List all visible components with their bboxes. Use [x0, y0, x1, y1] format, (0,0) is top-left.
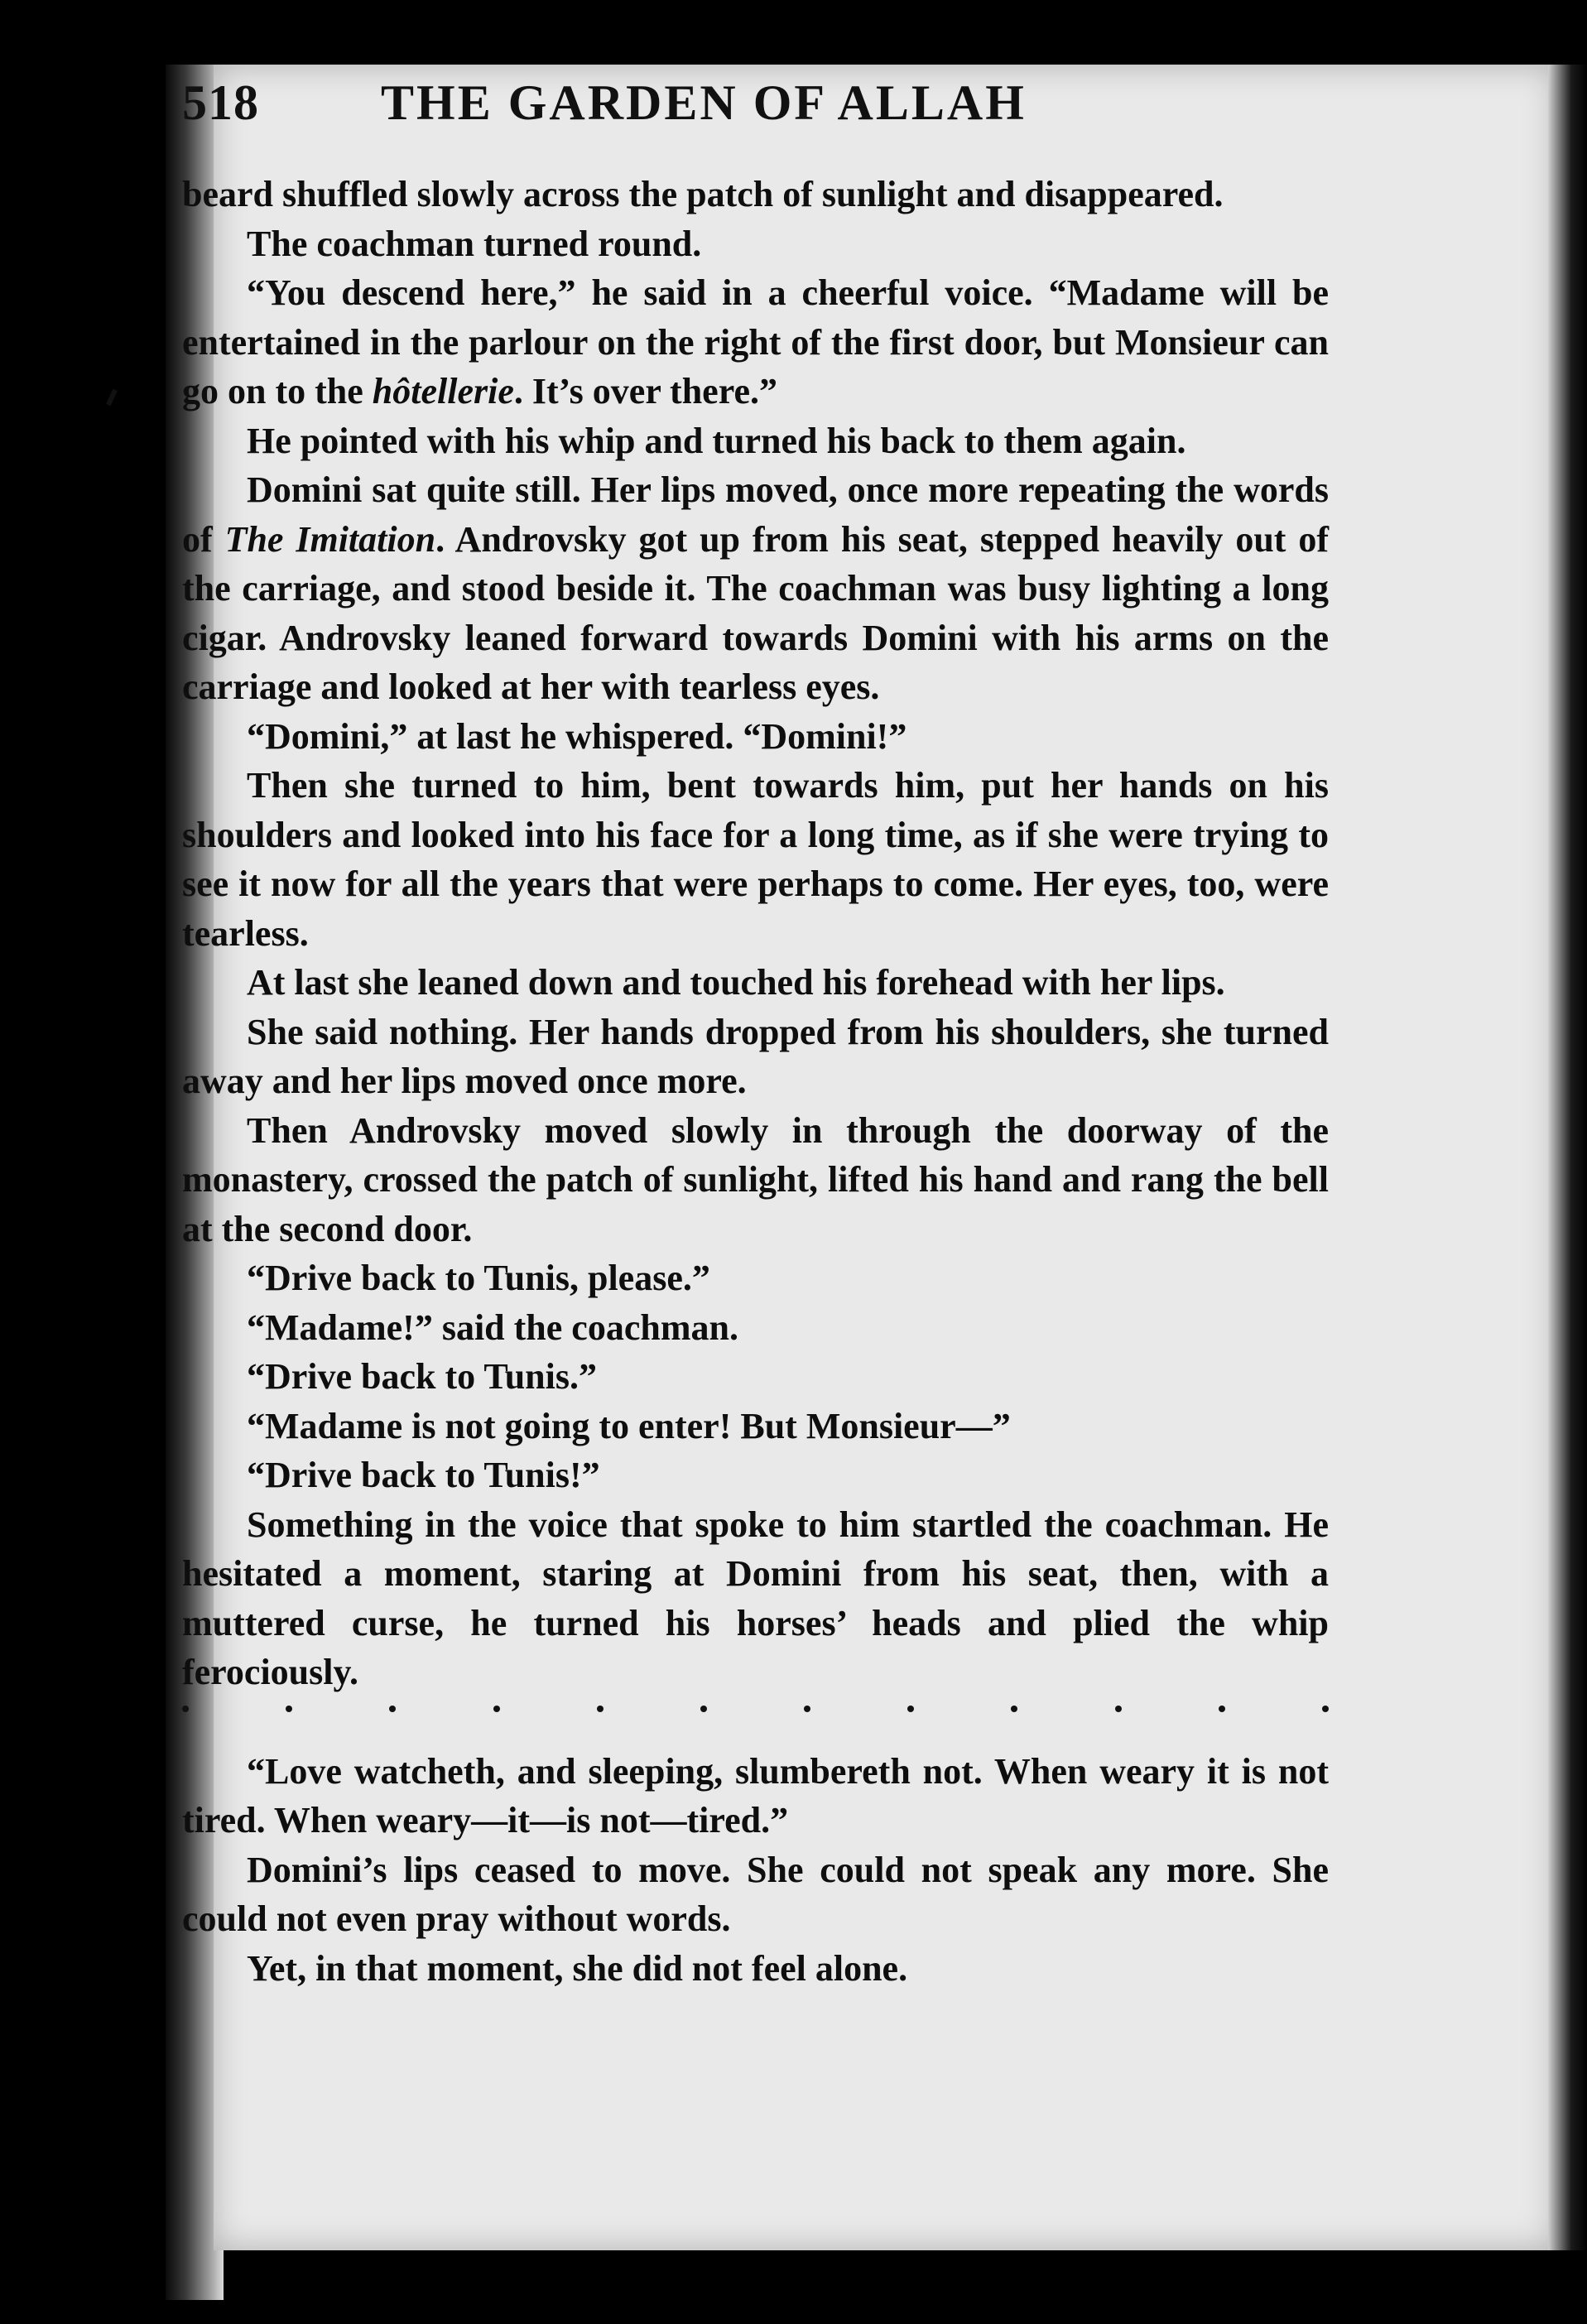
dot [1115, 1706, 1122, 1712]
section-break-dots [182, 1697, 1329, 1747]
dot [493, 1706, 500, 1712]
paragraph: Then Androvsky moved slowly in through the doorway of the monastery, crossed the patch of sunlight, lifted his hand and rang the bell at the second door. [182, 1109, 1329, 1249]
paragraph: “You descend here,” he said in a cheerful voice. “Madame will be entertained in the parlour on the right of the first door, but Monsieur can go on to the hôtellerie. It’s over there.” [182, 272, 1329, 411]
page-header [182, 75, 1341, 166]
italic-title: The Imitation [224, 518, 436, 560]
paragraph: Domini’s lips ceased to move. She could not speak any more. She could not even pray without words. [182, 1849, 1329, 1939]
dot [1322, 1706, 1329, 1712]
paragraph: Domini sat quite still. Her lips moved, once more repeating the words of The Imitation. Androvsky got up from his seat, stepped heavily out of the carriage, and stood beside it. The coachman was busy lighting a long cigar. Androvsky leaned forward towards Domini with his arms on the carriage and looked at her with tearless eyes. [182, 469, 1330, 707]
paragraph: The coachman turned round. [247, 223, 702, 264]
dot [286, 1706, 292, 1712]
dot [597, 1706, 604, 1712]
paragraph: beard shuffled slowly across the patch of sunlight and disappeared. [182, 174, 1224, 214]
paragraph: At last she leaned down and touched his forehead with her lips. [247, 962, 1225, 1003]
page-body [182, 170, 1329, 1993]
paragraph: Something in the voice that spoke to him startled the coachman. He hesitated a moment, staring at Domini from his seat, then, with a muttered curse, he turned his horses’ heads and plied the whip ferociously. [182, 1504, 1329, 1692]
paragraph: She said nothing. Her hands dropped from his shoulders, she turned away and her lips moved once more. [182, 1011, 1329, 1101]
dot [907, 1706, 914, 1712]
dot [182, 1706, 189, 1712]
running-title: THE GARDEN OF ALLAH [381, 75, 1027, 130]
dot [1219, 1706, 1225, 1712]
paragraph: “Madame is not going to enter! But Monsieur—” [247, 1405, 1011, 1446]
paragraph: “Domini,” at last he whispered. “Domini!” [247, 715, 907, 757]
dot [700, 1706, 707, 1712]
page-right-edge [1548, 65, 1587, 2250]
paragraph: “Madame!” said the coachman. [247, 1306, 738, 1348]
dot [1011, 1706, 1017, 1712]
paragraph: “Drive back to Tunis, please.” [247, 1258, 710, 1298]
italic-word: hôtellerie [372, 371, 514, 411]
dot [389, 1706, 396, 1712]
paragraph: Then she turned to him, bent towards him, put her hands on his shoulders and looked into his face for a long time, as if she were trying to see it now for all the years that were perhaps to come. Her eyes, too, were tearless. [182, 765, 1329, 954]
paragraph: “Drive back to Tunis.” [247, 1356, 597, 1397]
paragraph: Yet, in that moment, she did not feel alone. [247, 1947, 908, 1989]
page-number: 518 [182, 75, 259, 130]
paragraph: “Drive back to Tunis!” [247, 1455, 600, 1495]
scan-speck [106, 389, 118, 407]
paragraph: “Love watcheth, and sleeping, slumbereth not. When weary it is not tired. When weary—it—is not—tired.” [182, 1750, 1329, 1840]
paragraph: He pointed with his whip and turned his back to them again. [247, 420, 1186, 461]
dot [804, 1706, 810, 1712]
